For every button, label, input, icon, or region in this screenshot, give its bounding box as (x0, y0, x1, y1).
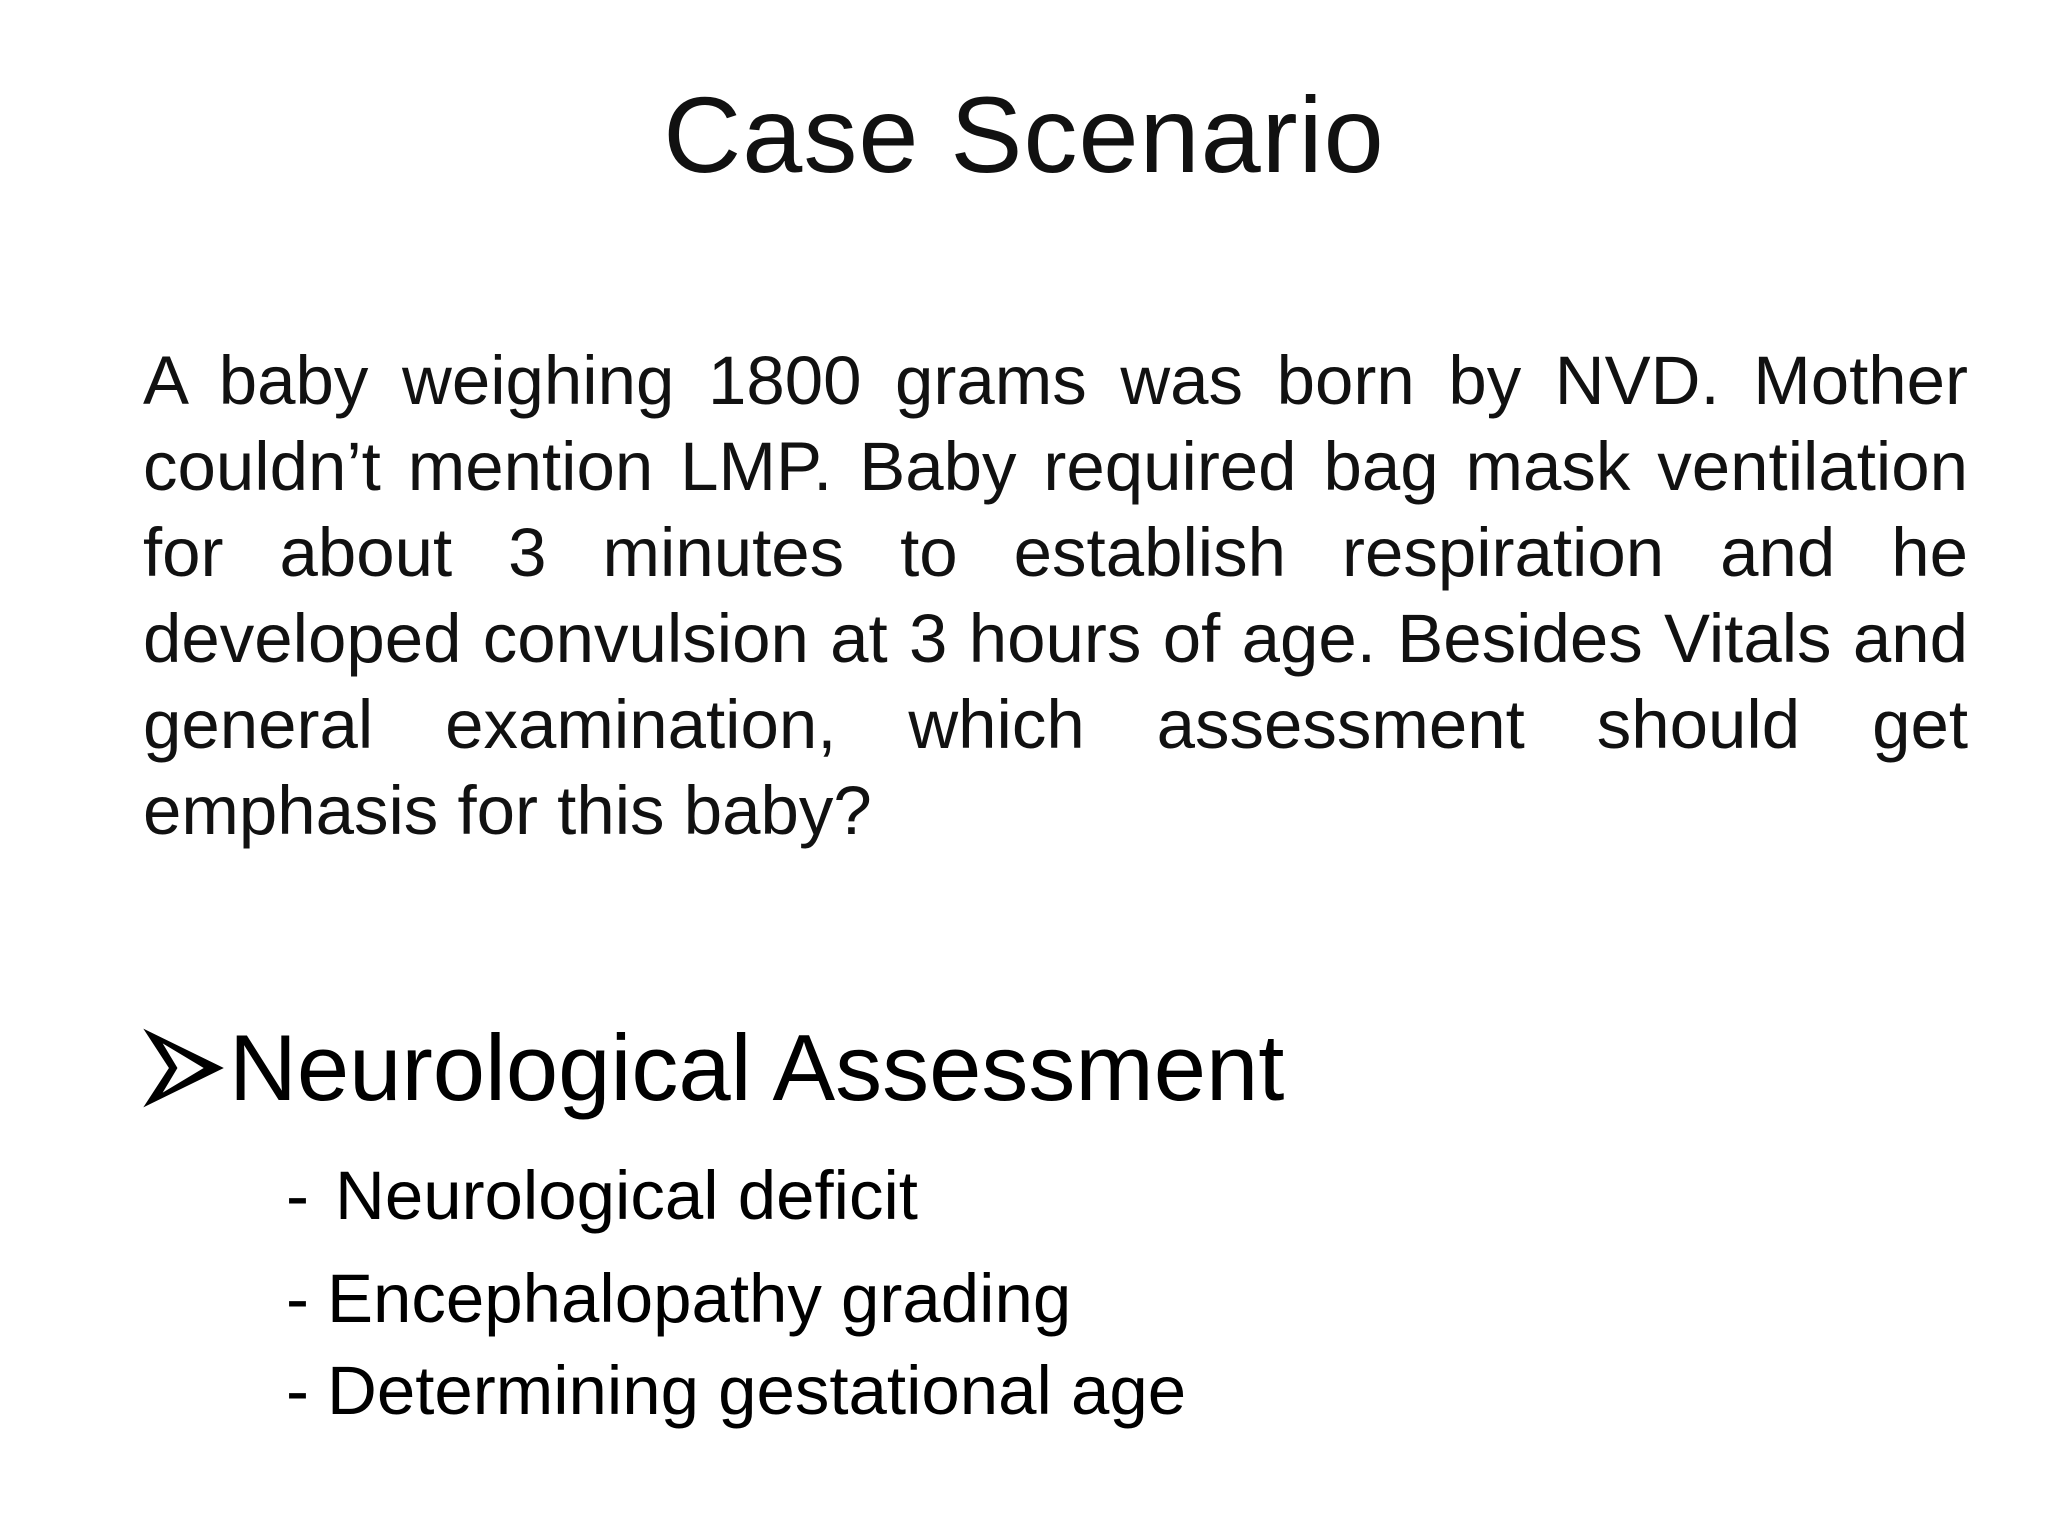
answer-point-1 (286, 1155, 1686, 1238)
slide-title: Case Scenario (663, 74, 1385, 195)
dash-marker: - (286, 1157, 309, 1234)
answer-point-2 (286, 1258, 1686, 1341)
answer-points (286, 1155, 1686, 1432)
answer-point-text: Determining gestational age (326, 1351, 1187, 1429)
answer-point-text: Neurological deficit (334, 1157, 918, 1234)
answer-heading (143, 1012, 1543, 1125)
dash-marker: - (286, 1259, 309, 1337)
answer-point-text: Encephalopathy grading (326, 1259, 1072, 1337)
arrow-bullet-icon (143, 1027, 225, 1109)
dash-marker: - (286, 1351, 309, 1429)
answer-heading-text: Neurological Assessment (229, 1015, 1285, 1120)
case-question: A baby weighing 1800 grams was born by NVD. Mother couldn’t mention LMP. Baby required bag mask ventilation for about 3 minutes to establish respiration and he developed convulsion at 3 hours of age. Besides Vitals and general examination, which assessment should get emphasis for this baby? (143, 342, 1968, 849)
answer-point-3 (286, 1350, 1686, 1433)
